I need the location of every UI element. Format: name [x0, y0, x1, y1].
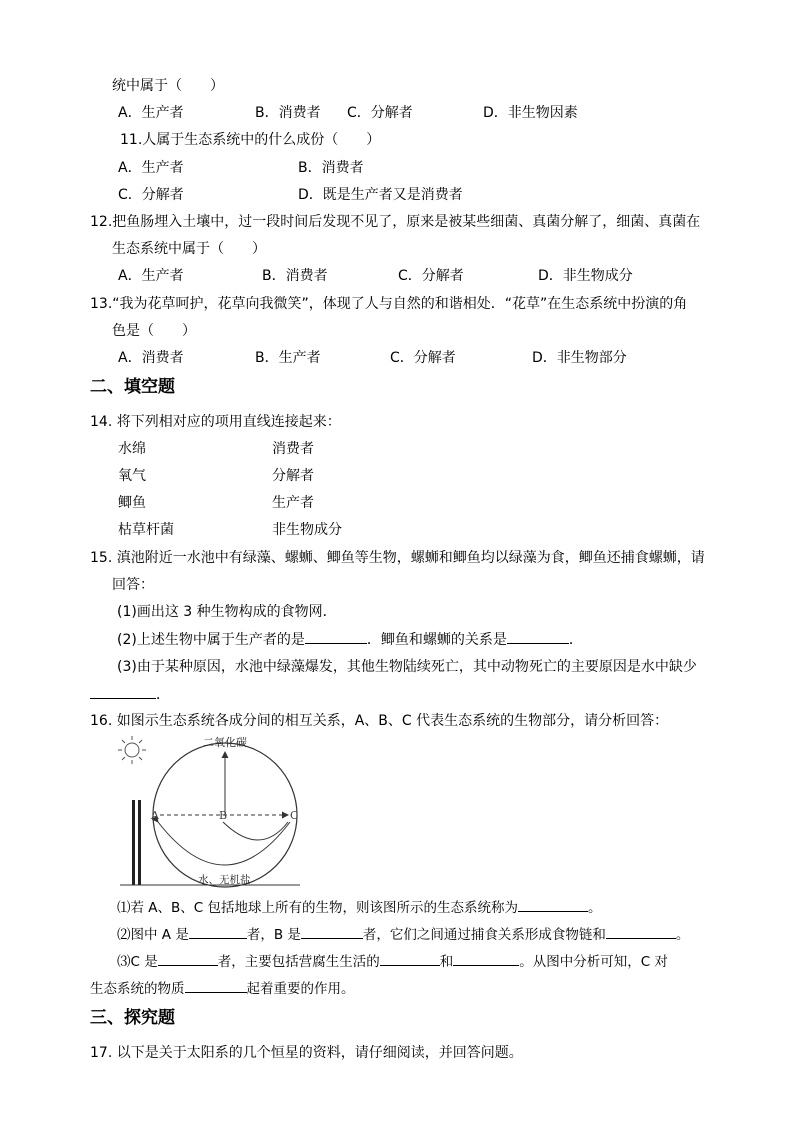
- q10-option-b: B．消费者: [255, 105, 321, 121]
- q16-answer-blank-food-web[interactable]: [606, 924, 676, 939]
- q12-option-b: B．消费者: [262, 268, 328, 284]
- q16-part1: [117, 897, 602, 918]
- q16-part3-text-c: 和: [439, 954, 454, 970]
- q16-part3-line2: [90, 978, 355, 999]
- sun-icon: [118, 736, 146, 764]
- label-c: C: [290, 809, 299, 822]
- q16-part3-text-a: ⑶C 是: [117, 954, 158, 970]
- q14-right-item: 非生物成分: [272, 522, 342, 538]
- q16-part2: [117, 924, 689, 945]
- q12-stem-line1: 12.把鱼肠埋入土壤中，过一段时间后发现不见了，原来是被某些细菌、真菌分解了，细菌、真菌在: [90, 214, 701, 230]
- q13-option-d: D．非生物部分: [532, 350, 627, 366]
- q13-option-b: B．生产者: [255, 350, 321, 366]
- q14-right-item: 生产者: [272, 495, 314, 511]
- q16-answer-blank-saprophyte-1[interactable]: [380, 951, 440, 966]
- q13-stem-line2: 色是（ ）: [112, 323, 196, 339]
- q16-answer-blank-b[interactable]: [301, 924, 363, 939]
- q15-stem-line2: 回答：: [112, 577, 154, 593]
- q16-part3-text-f: 起着重要的作用。: [246, 981, 355, 997]
- q16-part2-text-c: 者，它们之间通过捕食关系形成食物链和: [362, 927, 606, 943]
- q15-part3-line2: [90, 684, 170, 705]
- q16-part3-text-e: 生态系统的物质: [90, 981, 185, 997]
- ecosystem-cycle-diagram: [110, 730, 310, 888]
- q15-part2: [117, 629, 583, 650]
- q15-answer-blank-relationship[interactable]: [507, 629, 569, 644]
- q15-answer-blank-lacking[interactable]: [90, 684, 156, 699]
- q16-answer-blank-c[interactable]: [158, 951, 218, 966]
- q14-left-item: 氧气: [118, 468, 146, 484]
- q16-answer-blank-saprophyte-2[interactable]: [453, 951, 519, 966]
- q15-part2-text-b: ．鲫鱼和螺蛳的关系是: [366, 632, 507, 648]
- q15-answer-blank-producer[interactable]: [305, 629, 367, 644]
- q15-part3-text-b: ．: [156, 687, 170, 703]
- q13-stem-line1: 13.“我为花草呵护，花草向我微笑”，体现了人与自然的和谐相处．“花草”在生态系统中扮演的角: [90, 296, 688, 312]
- q12-option-c: C．分解者: [398, 268, 464, 284]
- q10-stem-cont: 统中属于（ ）: [112, 78, 224, 94]
- label-a: A: [151, 809, 159, 822]
- q14-left-item: 水绵: [118, 441, 146, 457]
- q10-option-a: A．生产者: [118, 105, 184, 121]
- q11-option-d: D．既是生产者又是消费者: [298, 187, 463, 203]
- q10-option-d: D．非生物因素: [483, 105, 578, 121]
- q16-stem: 16. 如图示生态系统各成分间的相互关系，A、B、C 代表生态系统的生物部分，请分析回答：: [90, 713, 669, 729]
- decomposition-arc-inner: [223, 822, 288, 840]
- q15-part2-text-c: ．: [568, 632, 583, 648]
- q16-part2-text-a: ⑵图中 A 是: [117, 927, 189, 943]
- q11-option-b: B．消费者: [298, 160, 364, 176]
- q16-part1-text-a: ⑴若 A、B、C 包括地球上所有的生物，则该图所示的生态系统称为: [117, 900, 519, 916]
- vertical-bars: [132, 800, 141, 885]
- q15-part2-text-a: (2)上述生物中属于生产者的是: [117, 632, 305, 648]
- q11-stem: 11.人属于生态系统中的什么成份（ ）: [120, 132, 381, 148]
- q16-part3-text-d: 。从图中分析可知，C 对: [519, 954, 668, 970]
- q14-left-item: 枯草杆菌: [118, 522, 174, 538]
- q10-option-c: C．分解者: [347, 105, 413, 121]
- q11-option-c: C．分解者: [118, 187, 184, 203]
- q16-part1-text-b: 。: [588, 900, 602, 916]
- section-heading-inquiry: 三、探究题: [90, 1008, 175, 1028]
- q17-stem: 17. 以下是关于太阳系的几个恒星的资料，请仔细阅读，并回答问题。: [90, 1045, 523, 1061]
- q13-option-a: A．消费者: [118, 350, 184, 366]
- q14-left-item: 鲫鱼: [118, 495, 146, 511]
- q16-part2-text-d: 。: [675, 927, 690, 943]
- q11-option-a: A．生产者: [118, 160, 184, 176]
- q16-part3: [117, 951, 668, 972]
- q16-answer-blank-cycle[interactable]: [185, 978, 247, 993]
- label-water-salts: 水、无机盐: [198, 874, 251, 886]
- decomposition-arc: [158, 822, 290, 865]
- q16-part3-text-b: 者，主要包括营腐生生活的: [217, 954, 380, 970]
- label-b: B: [219, 809, 228, 822]
- q14-stem: 14. 将下列相对应的项用直线连接起来：: [90, 414, 341, 430]
- q13-option-c: C．分解者: [390, 350, 456, 366]
- q12-stem-line2: 生态系统中属于（ ）: [112, 241, 266, 257]
- q15-part1: (1)画出这 3 种生物构成的食物网．: [117, 604, 337, 620]
- q15-stem-line1: 15. 滇池附近一水池中有绿藻、螺蛳、鲫鱼等生物，螺蛳和鲫鱼均以绿藻为食，鲫鱼还捕食螺蛳，请: [90, 550, 705, 566]
- q12-option-d: D．非生物成分: [538, 268, 633, 284]
- q16-answer-blank-a[interactable]: [189, 924, 247, 939]
- q16-answer-blank-biosphere[interactable]: [518, 897, 588, 912]
- label-co2: 二氧化碳: [203, 736, 247, 749]
- q14-right-item: 分解者: [272, 468, 314, 484]
- q16-part2-text-b: 者，B 是: [246, 927, 301, 943]
- q14-right-item: 消费者: [272, 441, 314, 457]
- q12-option-a: A．生产者: [118, 268, 184, 284]
- q15-part3-text-a: (3)由于某种原因，水池中绿藻爆发，其他生物陆续死亡，其中动物死亡的主要原因是水中缺少: [117, 659, 697, 675]
- section-heading-fill-in: 二、填空题: [90, 377, 175, 397]
